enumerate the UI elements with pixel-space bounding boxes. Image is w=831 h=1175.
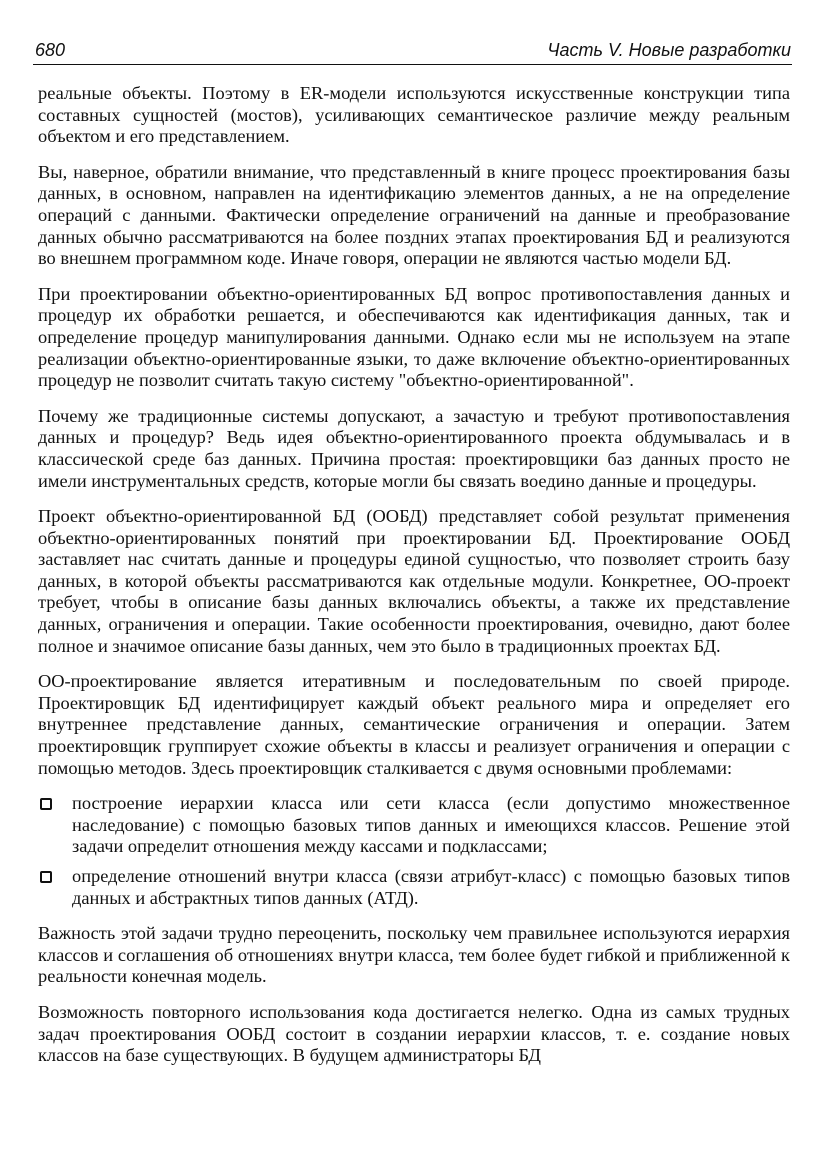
bullet-item xyxy=(38,793,790,858)
header-rule xyxy=(33,64,792,65)
bullet-item xyxy=(38,866,790,909)
checkbox-bullet-icon xyxy=(40,798,52,810)
paragraph: ОО-проектирование является итеративным и последовательным по своей природе. Проектировщик БД идентифицирует каждый объект реального мира и определяет его внутреннее представление данных, семантические ограничения и операции. Затем проектировщик группирует схожие объекты в классы и реализует ограничения и операции с помощью методов. Здесь проектировщик сталкивается с двумя основными проблемами: xyxy=(38,671,790,778)
checkbox-bullet-icon xyxy=(40,871,52,883)
page-body xyxy=(38,83,790,1081)
part-title: Часть V. Новые разработки xyxy=(547,40,791,60)
paragraph: Возможность повторного использования кода достигается нелегко. Одна из самых трудных задач проектирования ООБД состоит в создании иерархии классов, т. е. создание новых классов на базе существующих. В будущем администраторы БД xyxy=(38,1001,790,1066)
paragraph: реальные объекты. Поэтому в ER-модели используются искусственные конструкции типа составных сущностей (мостов), усиливающих семантическое различие между реальным объектом и его представлением. xyxy=(38,83,790,147)
bullet-text: построение иерархии класса или сети класса (если допустимо множественное наследование) с помощью базовых типов данных и имеющихся классов. Решение этой задачи определит отношения между кассами и подклассами; xyxy=(72,793,790,857)
paragraph: Важность этой задачи трудно переоценить, поскольку чем правильнее используются иерархия классов и соглашения об отношениях внутри класса, тем более будет гибкой и приближенной к реальности конечная модель. xyxy=(38,923,790,987)
paragraph: Проект объектно-ориентированной БД (ООБД) представляет собой результат применения объектно-ориентированных понятий при проектировании БД. Проектирование ООБД заставляет нас считать данные и процедуры единой сущностью, что позволяет строить базу данных, в которой объекты рассматриваются как отдельные модули. Конкретнее, ОО-проект требует, чтобы в описание базы данных включались объекты, а также их представление данных, ограничения и операции. Такие особенности проектирования, очевидно, дают более полное и значимое описание базы данных, чем это было в традиционных проектах БД. xyxy=(38,506,790,656)
paragraph: Почему же традиционные системы допускают, а зачастую и требуют противопоставления данных и процедур? Ведь идея объектно-ориентированного проекта обдумывалась и в классической среде баз данных. Причина простая: проектировщики баз данных просто не имели инструментальных средств, которые могли бы связать воедино данные и процедуры. xyxy=(38,405,790,491)
paragraph: Вы, наверное, обратили внимание, что представленный в книге процесс проектирования базы данных, в основном, направлен на идентификацию элементов данных, а не на определение операций с данными. Фактически определение ограничений на данные и преобразование данных обычно рассматриваются на более поздних этапах проектирования БД и реализуются во внешнем программном коде. Иначе говоря, операции не являются частью модели БД. xyxy=(38,161,790,269)
page-number: 680 xyxy=(35,40,66,60)
paragraph: При проектировании объектно-ориентированных БД вопрос противопоставления данных и процедур их обработки решается, и обеспечиваются как идентификация данных, так и определение процедур манипулирования данными. Однако если мы не используем на этапе реализации объектно-ориентированные языки, то даже включение объектно-ориентированных процедур не позволит считать такую систему "объектно-ориентированной". xyxy=(38,283,790,391)
bullet-text: определение отношений внутри класса (связи атрибут-класс) с помощью базовых типов данных и абстрактных типов данных (АТД). xyxy=(72,866,790,908)
bullet-list xyxy=(38,793,790,909)
running-header xyxy=(33,39,791,65)
